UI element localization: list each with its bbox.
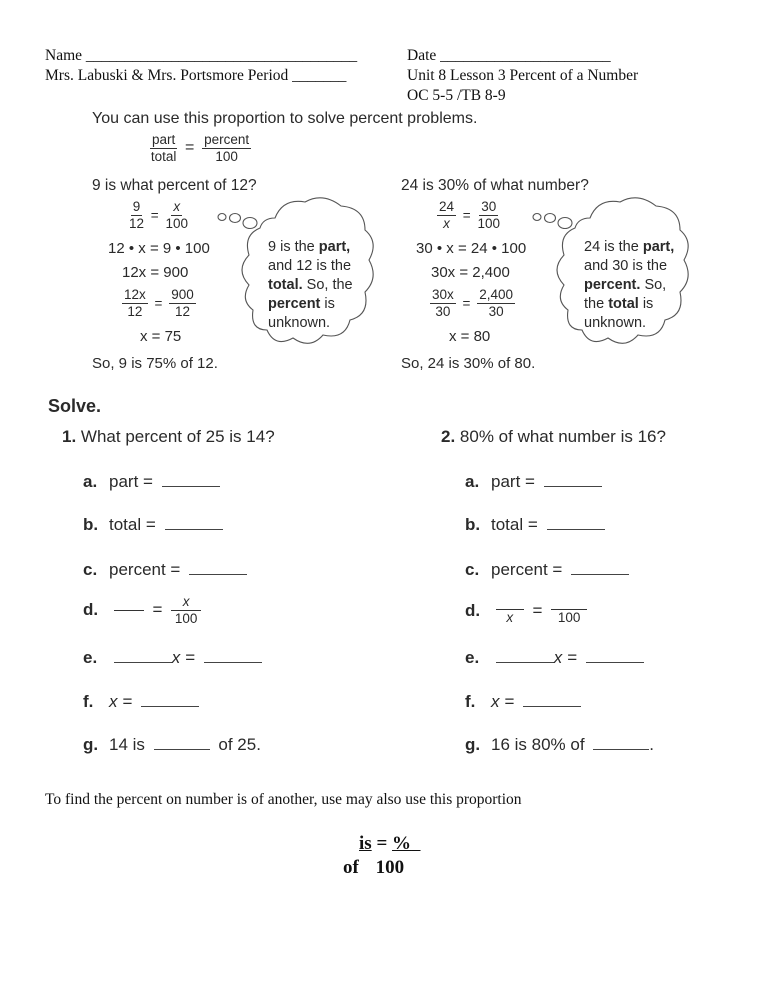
date-line xyxy=(407,46,611,65)
example-step-5: x = 75 xyxy=(140,328,182,345)
problem-question: 1. What percent of 25 is 14? xyxy=(62,427,275,446)
item-d-proportion: d. x = 100 xyxy=(465,598,587,625)
answer-blank[interactable] xyxy=(189,560,247,575)
problem-question: 2. 80% of what number is 16? xyxy=(441,427,666,446)
answer-blank[interactable] xyxy=(547,515,605,530)
example-step-4: $\frac{12x}{12}$ = $\frac{900}{12}$ xyxy=(124,287,194,319)
example-question: 9 is what percent of 12? xyxy=(92,177,257,194)
item-a-part: a. part = xyxy=(465,472,602,492)
intro-text: You can use this proportion to solve percent problems. xyxy=(92,110,478,127)
answer-blank[interactable] xyxy=(593,735,649,750)
item-a-part: a. part = xyxy=(83,472,220,492)
item-e-equation: e. x = xyxy=(83,648,262,668)
example-conclusion: So, 24 is 30% of 80. xyxy=(401,355,536,372)
intro-proportion xyxy=(150,133,251,163)
answer-blank[interactable] xyxy=(571,560,629,575)
example-step-4: $\frac{30x}{30}$ = $\frac{2,400}{30}$ xyxy=(432,287,513,319)
thought-bubble-text: 24 is the part, and 30 is the percent. So, the total is unknown. xyxy=(584,239,675,331)
item-g-sentence: g. 14 is of 25. xyxy=(83,735,261,754)
answer-blank[interactable] xyxy=(523,692,581,707)
teacher-names: Mrs. Labuski & Mrs. Portsmore Period xyxy=(45,67,289,84)
item-e-equation: e. x = xyxy=(465,648,644,668)
item-f-x: f. x = xyxy=(83,692,199,712)
example-question: 24 is 30% of what number? xyxy=(401,177,589,194)
solve-heading: Solve. xyxy=(48,396,102,416)
period-blank[interactable]: _______ xyxy=(292,67,347,84)
fraction-left-blank[interactable] xyxy=(114,597,144,624)
fraction-right: $\frac{x}{100}$ xyxy=(171,595,201,625)
standards-code: OC 5-5 /TB 8-9 xyxy=(407,87,506,104)
item-g-sentence: g. 16 is 80% of . xyxy=(465,735,655,754)
thought-bubble-text: 9 is the part, and 12 is the total. So, the percent is unknown. xyxy=(268,239,353,331)
example-step-1: $\frac{24}{x}$ = $\frac{30}{100}$ xyxy=(439,199,500,231)
item-c-percent: c. percent = xyxy=(83,560,247,580)
example-step-2: 12 • x = 9 • 100 xyxy=(108,240,210,257)
example-step-3: 12x = 900 xyxy=(122,264,189,281)
equals-sign: = xyxy=(185,139,195,156)
footer-text: To find the percent on number is of another, use may also use this proportion xyxy=(45,791,522,808)
name-line xyxy=(45,46,357,65)
fraction-left[interactable]: x xyxy=(496,598,524,625)
example-step-5: x = 80 xyxy=(449,328,491,345)
item-f-x: f. x = xyxy=(465,692,581,712)
fraction-right[interactable]: 100 xyxy=(551,598,587,625)
teacher-line xyxy=(45,66,346,85)
answer-blank[interactable] xyxy=(496,648,554,663)
answer-blank[interactable] xyxy=(165,515,223,530)
name-label: Name xyxy=(45,47,83,64)
item-c-percent: c. percent = xyxy=(465,560,629,580)
lesson-title: Unit 8 Lesson 3 Percent of a Number xyxy=(407,67,639,84)
answer-blank[interactable] xyxy=(154,735,210,750)
date-label: Date xyxy=(407,47,437,64)
item-b-total: b. total = xyxy=(83,515,223,535)
date-blank[interactable]: ______________________ xyxy=(440,47,611,64)
example-step-1: $\frac{9}{12}$ = $\frac{x}{100}$ xyxy=(129,199,188,231)
fraction-part-total: $\frac{\text{part}}{\text{total}}$ xyxy=(150,132,177,164)
answer-blank[interactable] xyxy=(141,692,199,707)
answer-blank[interactable] xyxy=(114,648,172,663)
answer-blank[interactable] xyxy=(544,472,602,487)
example-conclusion: So, 9 is 75% of 12. xyxy=(92,355,218,372)
item-d-proportion: d. = $\frac{x}{100}$ xyxy=(83,595,201,625)
fraction-percent-100: $\frac{\text{percent}}{100}$ xyxy=(204,132,250,164)
is-of-proportion: is = % of 100 xyxy=(343,833,412,878)
answer-blank[interactable] xyxy=(204,648,262,663)
name-blank[interactable]: ___________________________________ xyxy=(85,47,358,64)
answer-blank[interactable] xyxy=(162,472,220,487)
example-step-3: 30x = 2,400 xyxy=(431,264,510,281)
example-step-2: 30 • x = 24 • 100 xyxy=(416,240,527,257)
item-b-total: b. total = xyxy=(465,515,605,535)
answer-blank[interactable] xyxy=(586,648,644,663)
